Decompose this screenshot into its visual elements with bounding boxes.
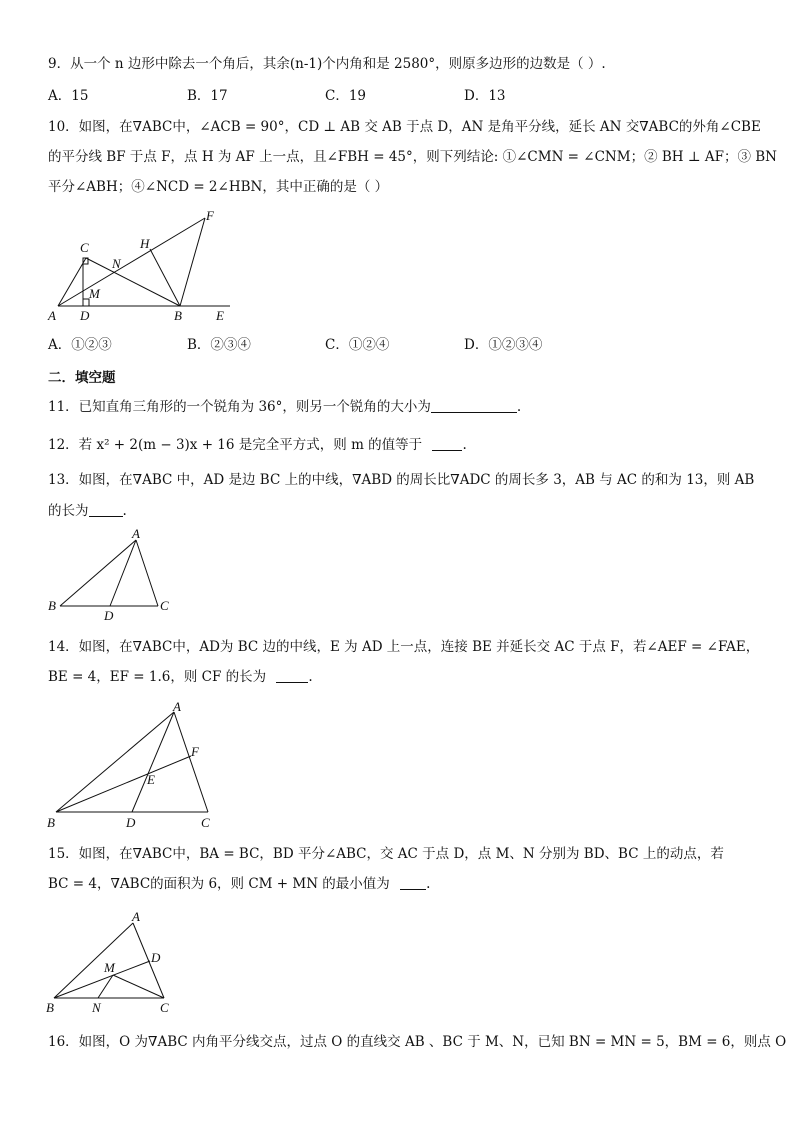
q14-label-d: D [126, 815, 136, 830]
q14-answer-blank[interactable] [276, 668, 308, 683]
q10-label-f: F [206, 208, 214, 223]
q13-text: 的长为 [48, 503, 89, 519]
q10-option-d: D．①②③④ [464, 337, 543, 353]
q10-label-m: M [89, 286, 100, 301]
q15-answer-blank[interactable] [400, 875, 426, 890]
q13-period: . [122, 503, 127, 519]
q13-label-d: D [104, 608, 114, 623]
q10-option-b: B．②③④ [187, 337, 251, 353]
q13-label-a: A [132, 528, 140, 541]
q14-figure [40, 698, 230, 834]
q10-stem-line3: 平分∠ABH；④∠NCD = 2∠HBN，其中正确的是（ ） [48, 179, 389, 195]
q13-stem-line1: 13．如图，在∇ABC 中，AD 是边 BC 上的中线，∇ABD 的周长比∇ADC 的周长多 3，AB 与 AC 的和为 13，则 AB [48, 472, 755, 488]
q10-label-h: H [140, 236, 150, 251]
q15-text: BC = 4，∇ABC的面积为 6，则 CM + MN 的最小值为 [48, 876, 390, 892]
q12-answer-blank[interactable] [432, 436, 462, 451]
q10-label-b: B [174, 308, 182, 323]
q14-period: . [308, 669, 313, 685]
q13-label-c: C [160, 598, 169, 613]
q15-label-b: B [46, 1000, 54, 1015]
q10-figure [40, 206, 250, 326]
q11-period: . [516, 399, 522, 415]
q10-stem-line1: 10．如图，在∇ABC中，∠ACB = 90°，CD ⊥ AB 交 AB 于点 D，AN 是角平分线，延长 AN 交∇ABC的外角∠CBE [48, 119, 761, 135]
q9-option-b: B．17 [187, 88, 228, 104]
q16-stem: 16．如图，O 为∇ABC 内角平分线交点，过点 O 的直线交 AB 、BC 于 M、N，已知 BN = MN = 5，BM = 6，则点 O [48, 1034, 787, 1050]
q13-figure [40, 528, 190, 628]
q15-label-m: M [104, 960, 115, 975]
q11-text: 11．已知直角三角形的一个锐角为 36°，则另一个锐角的大小为 [48, 399, 431, 415]
q10-label-n: N [112, 256, 121, 271]
q10-option-a: A．①②③ [48, 337, 112, 353]
q14-label-c: C [201, 815, 210, 830]
q10-stem-line2: 的平分线 BF 于点 F，点 H 为 AF 上一点，且∠FBH = 45°，则下列结论: ①∠CMN = ∠CNM；② BH ⊥ AF；③ BN [48, 149, 777, 165]
section-heading: 二．填空题 [48, 370, 116, 386]
q10-label-c: C [80, 240, 89, 255]
q14-label-a: A [173, 699, 181, 714]
q10-label-d: D [80, 308, 90, 323]
q9-option-d: D．13 [464, 88, 506, 104]
q10-label-e: E [216, 308, 224, 323]
q12-stem [48, 435, 467, 455]
q12-text: 12．若 x² + 2(m − 3)x + 16 是完全平方式，则 m 的值等于 [48, 437, 423, 453]
q10-label-a: A [48, 308, 56, 323]
q15-label-a: A [132, 909, 140, 924]
q15-label-d: D [151, 950, 161, 965]
q11-answer-blank[interactable] [431, 398, 517, 413]
q15-label-n: N [92, 1000, 101, 1015]
q14-text: BE = 4，EF = 1.6，则 CF 的长为 [48, 669, 267, 685]
q14-label-f: F [191, 744, 199, 759]
q9-stem: 9．从一个 n 边形中除去一个角后，其余(n-1)个内角和是 2580°，则原多边形的边数是（ ）. [48, 56, 606, 72]
q15-figure [40, 906, 190, 1018]
q14-stem-line2 [48, 667, 313, 687]
q14-label-b: B [47, 815, 55, 830]
q9-option-c: C．19 [325, 88, 367, 104]
q15-stem-line1: 15．如图，在∇ABC中，BA = BC，BD 平分∠ABC，交 AC 于点 D，点 M、N 分别为 BD、BC 上的动点，若 [48, 846, 724, 862]
q13-label-b: B [48, 598, 56, 613]
q12-period: . [462, 437, 467, 453]
q10-option-c: C．①②④ [325, 337, 390, 353]
q13-stem-line2 [48, 501, 127, 521]
q14-stem-line1: 14．如图，在∇ABC中，AD为 BC 边的中线，E 为 AD 上一点，连接 BE 并延长交 AC 于点 F，若∠AEF = ∠FAE， [48, 639, 760, 655]
q13-answer-blank[interactable] [89, 502, 123, 517]
q15-period: . [426, 876, 431, 892]
q15-stem-line2 [48, 874, 430, 894]
q11-stem [48, 397, 521, 417]
q14-label-e: E [147, 772, 155, 787]
q15-label-c: C [160, 1000, 169, 1015]
q9-option-a: A．15 [48, 88, 89, 104]
